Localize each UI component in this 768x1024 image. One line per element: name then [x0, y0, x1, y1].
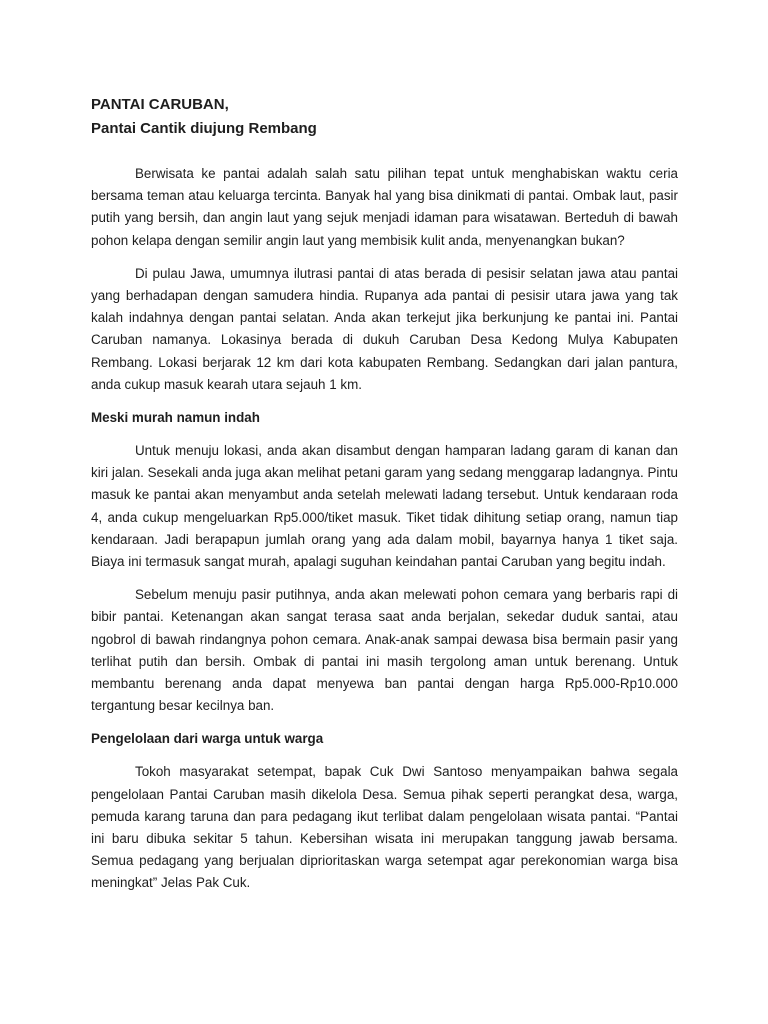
paragraph-management: Tokoh masyarakat setempat, bapak Cuk Dwi Santoso menyampaikan bahwa segala pengelolaan Pantai Caruban masih dikelola Desa. Semua pihak seperti perangkat desa, warga, pemuda karang taruna dan para pedagang ikut terlibat dalam pengelolaan wisata pantai. “Pantai ini baru dibuka sekitar 5 tahun. Kebersihan wisata ini merupakan tanggung jawab bersama. Semua pedagang yang berjualan diprioritaskan warga setempat agar perekonomian warga bisa meningkat” Jelas Pak Cuk. — [91, 764, 678, 891]
paragraph-access: Untuk menuju lokasi, anda akan disambut dengan hamparan ladang garam di kanan dan kiri jalan. Sesekali anda juga akan melihat petani garam yang sedang menggarap ladangnya. Pintu masuk ke pantai akan menyambut anda setelah melewati ladang tersebut. Untuk kendaraan roda 4, anda cukup mengeluarkan Rp5.000/tiket masuk. Tiket tidak dihitung setiap orang, namun tiap kendaraan. Jadi berapapun jumlah orang yang ada dalam mobil, bayarnya hanya 1 tiket saja. Biaya ini termasuk sangat murah, apalagi suguhan keindahan pantai Caruban yang begitu indah. — [91, 443, 678, 570]
title-line-2: Pantai Cantik diujung Rembang — [91, 120, 317, 137]
paragraph-intro: Berwisata ke pantai adalah salah satu pilihan tepat untuk menghabiskan waktu ceria bersama teman atau keluarga tercinta. Banyak hal yang bisa dinikmati di pantai. Ombak laut, pasir putih yang bersih, dan angin laut yang sejuk menjadi idaman para wisatawan. Berteduh di bawah pohon kelapa dengan semilir angin laut yang membisik kulit anda, menyenangkan bukan? — [91, 166, 678, 248]
section-heading-pengelolaan: Pengelolaan dari warga untuk warga — [91, 731, 324, 747]
document-title — [91, 93, 678, 141]
document-page — [91, 93, 678, 906]
title-line-1: PANTAI CARUBAN, — [91, 96, 229, 113]
paragraph-beach: Sebelum menuju pasir putihnya, anda akan melewati pohon cemara yang berbaris rapi di bibir pantai. Ketenangan akan sangat terasa saat anda berjalan, sekedar duduk santai, atau ngobrol di bawah rindangnya pohon cemara. Anak-anak sampai dewasa bisa bermain pasir yang terlihat putih dan bersih. Ombak di pantai ini masih tergolong aman untuk berenang. Untuk membantu berenang anda dapat menyewa ban pantai dengan harga Rp5.000-Rp10.000 tergantung besar kecilnya ban. — [91, 587, 678, 714]
section-heading-murah-indah: Meski murah namun indah — [91, 410, 260, 426]
paragraph-location: Di pulau Jawa, umumnya ilutrasi pantai di atas berada di pesisir selatan jawa atau pantai yang berhadapan dengan samudera hindia. Rupanya ada pantai di pesisir utara jawa yang tak kalah indahnya dengan pantai selatan. Anda akan terkejut jika berkunjung ke pantai ini. Pantai Caruban namanya. Lokasinya berada di dukuh Caruban Desa Kedong Mulya Kabupaten Rembang. Lokasi berjarak 12 km dari kota kabupaten Rembang. Sedangkan dari jalan pantura, anda cukup masuk kearah utara sejauh 1 km. — [91, 265, 678, 392]
